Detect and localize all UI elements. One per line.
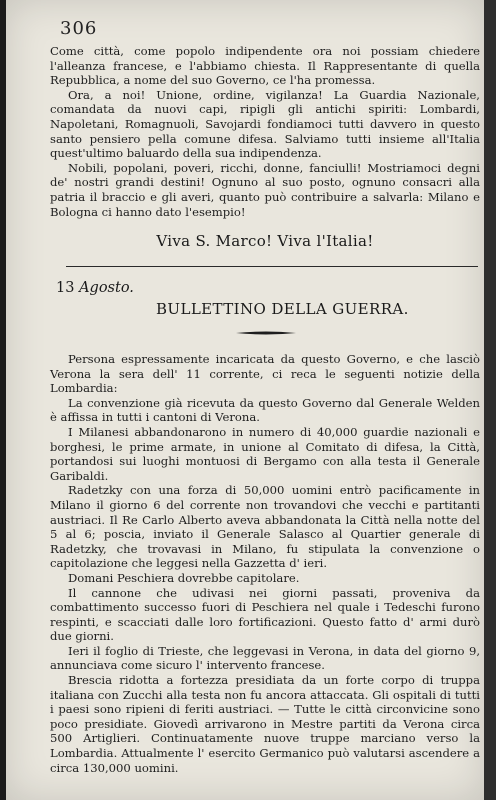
section-heading: BULLETTINO DELLA GUERRA.	[156, 300, 409, 318]
date-day: 13	[56, 280, 75, 296]
document-page	[6, 0, 484, 800]
section-date	[56, 280, 134, 296]
paragraph: Come città, come popolo indipendente ora noi possiam chiedere l'alleanza francese, e l'abbiamo chiesta. Il Rappresentante di quella Repubblica, a nome del suo Governo, ce l'ha promessa.	[50, 44, 480, 88]
paragraph: Radetzky con una forza di 50,000 uomini entrò pacificamente in Milano il giorno 6 del corrente non trovandovi che vecchi e partitanti austriaci. Il Re Carlo Alberto aveva abbandonata la Città nella notte del 5 al 6; poscia, inviato il Generale Salasco al Quartier generale di Radetzky, che trovavasi in Milano, fu stipulata la convenzione o capitolazione che leggesi nella Gazzetta d' ieri.	[50, 483, 480, 571]
ornamental-rule	[236, 330, 296, 336]
closing-motto: Viva S. Marco! Viva l'Italia!	[156, 232, 374, 250]
paragraph: Persona espressamente incaricata da questo Governo, e che lasciò Verona la sera dell' 11 corrente, ci reca le seguenti notizie della Lombardia:	[50, 352, 480, 396]
paragraph: La convenzione già ricevuta da questo Governo dal Generale Welden è affissa in tutti i cantoni di Verona.	[50, 395, 480, 425]
proclamation-text	[50, 44, 480, 219]
paragraph: Nobili, popolani, poveri, ricchi, donne, fanciulli! Mostriamoci degni de' nostri grandi destini! Ognuno al suo posto, ognuno consacri alla patria il braccio e gli averi, quanto può contribuire a salvarla: Milano e Bologna ci hanno dato l'esempio!	[50, 160, 480, 219]
paragraph: Ora, a noi! Unione, ordine, vigilanza! La Guardia Nazionale, comandata da nuovi capi, ripigli gli antichi spiriti: Lombardi, Napoletani, Romagnuoli, Savojardi fondiamoci tutti davvero in questo santo pensiero pella comune difesa. Salviamo tutti insieme all'Italia quest'ultimo baluardo della sua indipendenza.	[50, 87, 480, 161]
paragraph: Brescia ridotta a fortezza presidiata da un forte corpo di truppa italiana con Zucchi alla testa non fu ancora attaccata. Gli ospitali di tutti i paesi sono ripieni di feriti austriaci. — Tutte le città circonvicine sono poco presidiate. Giovedì arrivarono in Mestre partiti da Verona circa 500 Artiglieri. Continuatamente nuove truppe marciano verso la Lombardia. Attualmente l' esercito Germanico può valutarsi ascendere a circa 130,000 uomini.	[50, 673, 480, 775]
paragraph: I Milanesi abbandonarono in numero di 40,000 guardie nazionali e borghesi, le prime armate, in unione al Comitato di difesa, la Città, portandosi sui luoghi montuosi di Bergamo con alla testa il Generale Garibaldi.	[50, 424, 480, 483]
page-number: 306	[60, 18, 98, 39]
paragraph: Ieri il foglio di Trieste, che leggevasi in Verona, in data del giorno 9, annunciava come sicuro l' intervento francese.	[50, 643, 480, 673]
bulletin-text	[50, 352, 480, 775]
page-edge-shadow	[484, 0, 496, 800]
section-divider	[66, 266, 478, 267]
date-month: Agosto.	[79, 280, 134, 296]
paragraph: Il cannone che udivasi nei giorni passati, proveniva da combattimento successo fuori di Peschiera nel quale i Tedeschi furono respinti, e scacciati dalle loro fortificazioni. Questo fatto d' armi durò due giorni.	[50, 585, 480, 644]
paragraph: Domani Peschiera dovrebbe capitolare.	[68, 570, 300, 585]
